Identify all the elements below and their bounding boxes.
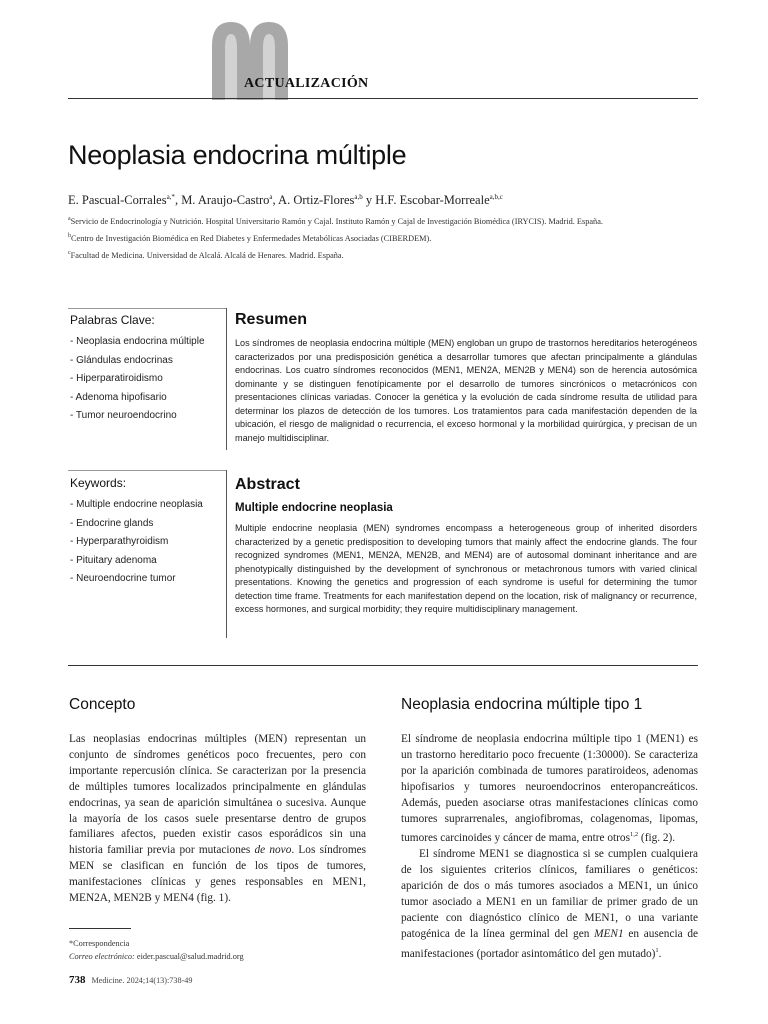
- affiliations: [68, 212, 603, 262]
- affiliation-item: [68, 246, 603, 263]
- text-emphasis: MEN1: [594, 927, 624, 940]
- text-run: .: [658, 947, 662, 960]
- author-name: A. Ortiz-Flores: [278, 193, 355, 208]
- concepto-heading: Concepto: [69, 696, 136, 713]
- author-name: E. Pascual-Corrales: [68, 193, 167, 208]
- keyword-item: - Multiple endocrine neoplasia: [70, 499, 203, 510]
- article-title: Neoplasia endocrina múltiple: [68, 140, 407, 170]
- text-run: Las neoplasias endocrinas múltiples (MEN) representan un conjunto de síndromes genéticos poco frecuentes, pero con importante repercusión clínica. Se caracterizan por la presencia de múltiples tumores localizados principalmente en glándulas endocrinas, ya sean de aparición simultánea o sucesiva. Aunque la mayoría de los casos suele presentarse dentro de grupos familiares afectos, pueden existir casos esporádicos sin una historia familiar previa por mutaciones: [69, 733, 366, 857]
- abstract-body: Multiple endocrine neoplasia (MEN) syndromes encompass a heterogeneous group of inherited disorders characterized by a genetic predisposition to developing tumors that mainly affect the endocrine glands. The four recognized syndromes (MEN1, MEN2A, MEN2B, and MEN4) are of autosomal dominant inheritance and are phenotypically distinguished by the development of synchronous or metachronous tumors with varied clinical presentations. Knowing the genetics and progression of each syndrome is useful for determining the tumor detection time frame. Treatments for each manifestation depend on the location, risk of malignancy or recurrence, excess hormones, and surgical morbidity; they require multidisciplinary management.: [235, 523, 697, 614]
- correspondence-footnote: [69, 937, 244, 963]
- abstract-vertical-rule: [226, 470, 227, 638]
- keyword-item: - Glándulas endocrinas: [70, 354, 173, 366]
- affiliation-text: Servicio de Endocrinología y Nutrición. Hospital Universitario Ramón y Cajal. Instituto Ramón y Cajal de Investigación Biomédica (IRYCIS). Madrid. España.: [70, 216, 603, 226]
- men1-paragraph-1: [401, 732, 698, 847]
- resumen-vertical-rule: [226, 308, 227, 450]
- keyword-item: - Neuroendocrine tumor: [70, 573, 176, 584]
- resumen-section: [235, 311, 698, 445]
- affiliation-mark: c: [68, 249, 71, 256]
- correspondence-email-line: [69, 950, 244, 963]
- affiliation-mark: b: [68, 232, 71, 239]
- author-sup: a,b: [354, 193, 363, 201]
- men1-section: [401, 696, 698, 962]
- text-run: El síndrome MEN1 se diagnostica si se cumplen cualquiera de los siguientes criterios clínicos, familiares o genéticos: aparición de dos o más tumores asociados a MEN1, un único tumor asociado a MEN1 en un familiar de primer grado de un paciente con diagnóstico clínico de MEN1, o una variante patogénica de la línea germinal del gen: [401, 848, 698, 940]
- affiliation-mark: a: [68, 216, 71, 222]
- affiliation-item: [68, 212, 603, 229]
- author-separator: ,: [174, 193, 182, 208]
- page-footer: [69, 974, 192, 986]
- top-rule: [68, 98, 698, 99]
- keyword-item: - Pituitary adenoma: [70, 554, 157, 566]
- text-run: . Los síndromes MEN se clasifican en función de los tipos de tumores, manifestaciones clínicas y genes responsables en MEN1, MEN2A, MEN2B y MEN4 (fig. 1).: [69, 844, 367, 905]
- keywords-en-top-rule: [68, 470, 226, 471]
- text-run: El síndrome de neoplasia endocrina múltiple tipo 1 (MEN1) es un trastorno hereditario poco frecuente (1:30000). Se caracteriza por la aparición combinada de tumores paratiroideos, adenomas hipofisarios y tumores neuroendocrinos enteropancreáticos. Además, pueden asociarse otras manifestaciones clínicas como tumores suprarrenales, angiofibromas, colagenomas, lipomas, tumores carcinoides y cáncer de mama, entre otros: [401, 733, 698, 845]
- email-address[interactable]: eider.pascual@salud.madrid.org: [134, 952, 244, 961]
- author-sup: a,b,c: [489, 193, 503, 201]
- keywords-en-title: Keywords:: [70, 476, 127, 490]
- keywords-es-list: [70, 333, 220, 426]
- keywords-es-top-rule: [68, 308, 226, 309]
- concepto-paragraph: [69, 732, 366, 907]
- author-list: [68, 193, 503, 208]
- author-name: M. Araujo-Castro: [181, 193, 270, 208]
- abstract-heading: Abstract: [235, 476, 300, 493]
- men1-paragraph-2: [401, 847, 698, 962]
- keywords-en-list: [70, 496, 220, 589]
- keyword-item: - Tumor neuroendocrino: [70, 410, 177, 421]
- affiliation-item: [68, 229, 603, 246]
- keywords-en: [70, 476, 220, 589]
- text-emphasis: de novo: [254, 844, 292, 857]
- concepto-section: [69, 696, 366, 907]
- author-sup: a: [269, 193, 273, 201]
- keyword-item: - Hyperparathyroidism: [70, 536, 169, 547]
- keyword-item: - Neoplasia endocrina múltiple: [70, 336, 205, 347]
- author-sup: a,*: [166, 193, 175, 201]
- footnote-rule: [69, 928, 131, 929]
- text-run: (fig. 2).: [638, 832, 676, 845]
- abstract-section: [235, 476, 698, 617]
- citation: Medicine. 2024;14(13):738-49: [91, 976, 193, 985]
- reference-sup: 1,2: [629, 831, 639, 839]
- section-divider: [68, 665, 698, 666]
- email-label: Correo electrónico:: [69, 952, 135, 961]
- affiliation-text: Facultad de Medicina. Universidad de Alcalá. Alcalá de Henares. Madrid. España.: [70, 250, 344, 260]
- reference-sup: 1: [655, 946, 659, 954]
- keywords-es: [70, 313, 220, 426]
- author-separator: y: [362, 193, 376, 208]
- section-label: ACTUALIZACIÓN: [244, 76, 369, 91]
- text-run: en ausencia de manifestaciones (portador asintomático del gen mutado): [401, 927, 699, 960]
- correspondence-label: *Correspondencia: [69, 939, 130, 948]
- keywords-es-title: Palabras Clave:: [70, 313, 155, 327]
- men1-heading: Neoplasia endocrina múltiple tipo 1: [401, 696, 643, 713]
- page-number: 738: [69, 974, 86, 986]
- abstract-subheading: Multiple endocrine neoplasia: [235, 502, 393, 514]
- affiliation-text: Centro de Investigación Biomédica en Red Diabetes y Enfermedades Metabólicas Asociadas (CIBERDEM).: [71, 233, 432, 243]
- author-name: H.F. Escobar-Morreale: [375, 193, 490, 208]
- resumen-body: Los síndromes de neoplasia endocrina múltiple (MEN) engloban un grupo de trastornos hereditarios heterogéneos caracterizados por una predisposición genética a desarrollar tumores que afectan principalmente a glándulas endocrinas. Los cuatro síndromes reconocidos (MEN1, MEN2A, MEN2B y MEN4) son de herencia autosómica dominante y se distinguen fenotípicamente por el desarrollo de tumores sincrónicos o metacrónicos con presentaciones clínicas variadas. Conocer la genética y la evolución de cada síndrome resulta de utilidad para determinar los plazos de detección de los tumores. Los tratamientos para cada manifestación dependen de la ubicación, el riesgo de malignidad o recurrencia, el exceso hormonal y la morbilidad quirúrgica, y precisan de un manejo multidisciplinar.: [235, 338, 697, 443]
- author-separator: ,: [272, 193, 279, 208]
- keyword-item: - Hiperparatiroidismo: [70, 373, 163, 384]
- keyword-item: - Adenoma hipofisario: [70, 391, 167, 403]
- resumen-heading: Resumen: [235, 311, 308, 328]
- keyword-item: - Endocrine glands: [70, 517, 154, 529]
